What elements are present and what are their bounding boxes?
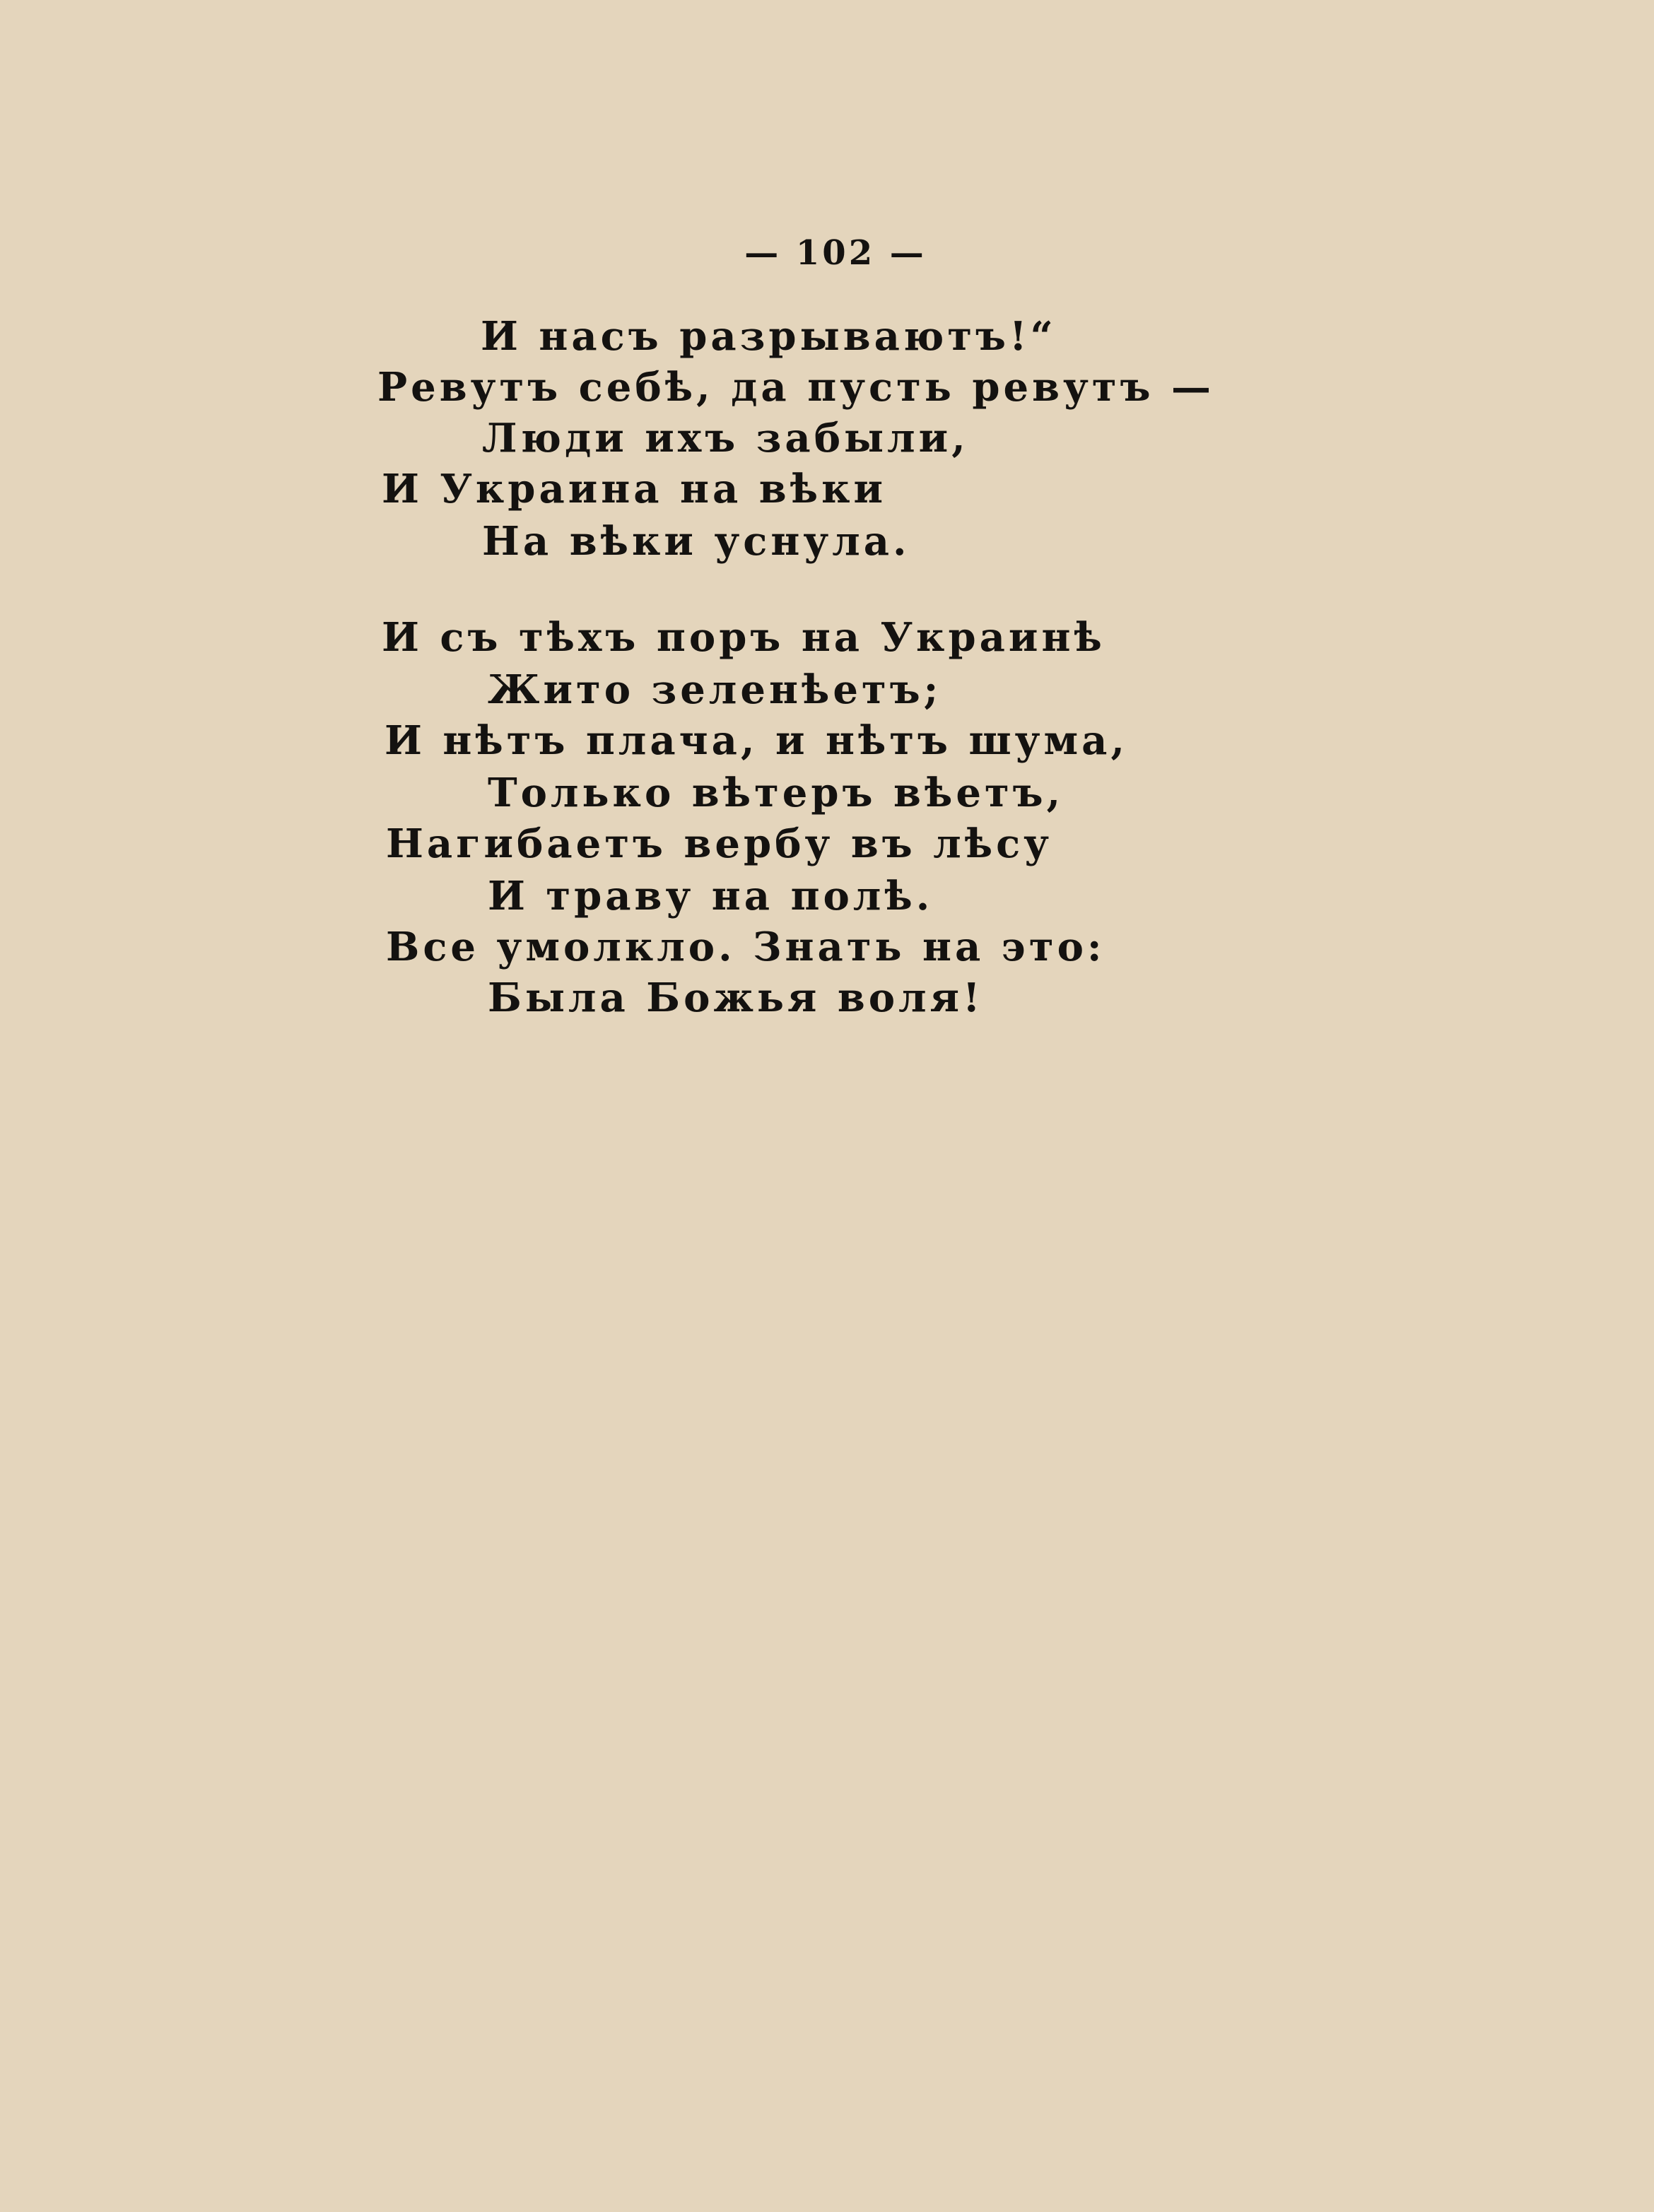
poem-line: И Украина на вѣки — [382, 466, 887, 512]
poem-line: Люди ихъ забыли, — [482, 415, 969, 461]
poem-line: И съ тѣхъ поръ на Украинѣ — [382, 614, 1105, 661]
poem-line: Нагибаетъ вербу въ лѣсу — [386, 820, 1053, 867]
poem-line: Только вѣтеръ вѣетъ, — [488, 770, 1064, 816]
poem-line: И траву на полѣ. — [488, 873, 934, 919]
poem-line: Все умолкло. Знать на это: — [386, 924, 1105, 970]
poem-line: И насъ разрываютъ!“ — [481, 313, 1057, 360]
poem-line: Была Божья воля! — [488, 975, 984, 1021]
poem-line: Ревутъ себѣ, да пусть ревутъ — — [377, 364, 1215, 411]
poem-line: Жито зеленѣетъ; — [488, 666, 942, 713]
poem-line: И нѣтъ плача, и нѣтъ шума, — [385, 717, 1128, 764]
poem-line: На вѣки уснула. — [482, 518, 910, 565]
page-number: — 102 — — [744, 233, 927, 273]
